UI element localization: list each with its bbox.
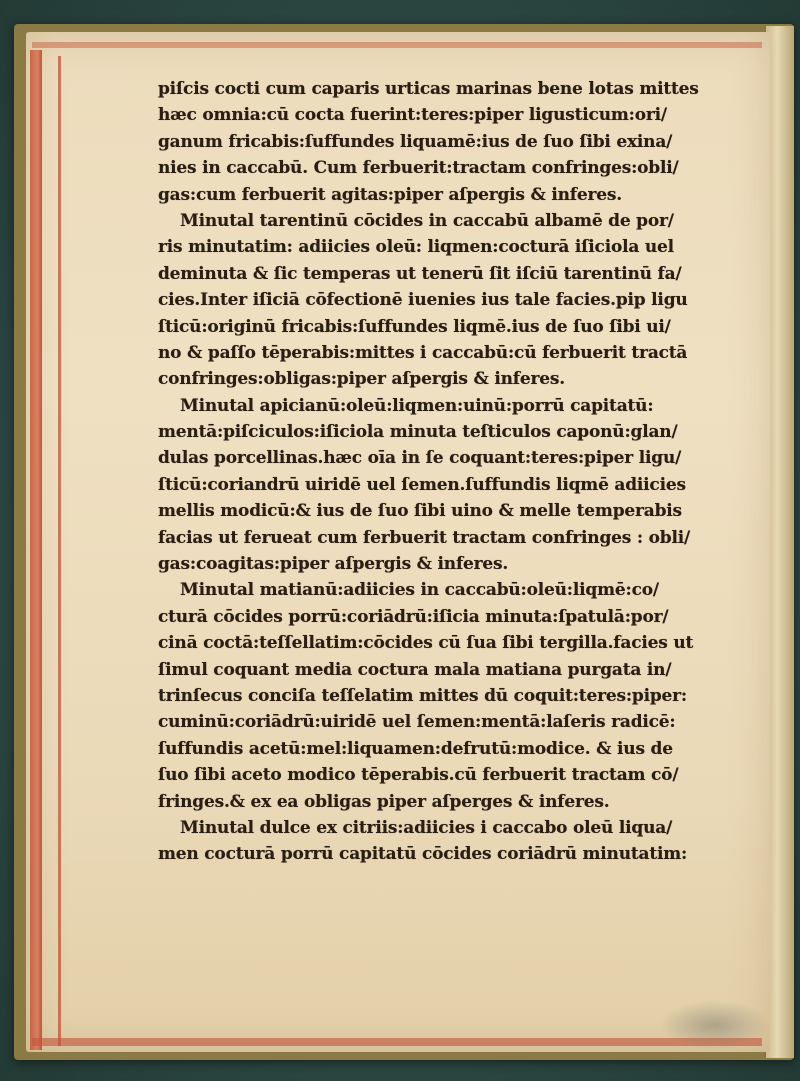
text-line: trinſecus conciſa teſſelatim mittes dū coquit:teres:piper: (158, 685, 687, 706)
text-line: ſuffundis acetū:mel:liquamen:defrutū:modice. & ius de (158, 738, 673, 759)
text-line: nies in caccabū. Cum ferbuerit:tractam confringes:obli/ (158, 158, 679, 179)
recipe-heading-line: Minutal matianū:adiicies in caccabū:oleū:liqmē:co/ (180, 580, 659, 601)
text-line: cinā coctā:teſſellatim:cōcides cū ſua ſibi tergilla.facies ut (158, 633, 694, 654)
text-line: gas:coagitas:piper aſpergis & inferes. (158, 554, 509, 575)
text-line: hæc omnia:cū cocta fuerint:teres:piper ligusticum:ori/ (158, 105, 667, 126)
text-line: mellis modicū:& ius de ſuo ſibi uino & melle temperabis (158, 501, 682, 522)
text-line: men cocturā porrū capitatū cōcides coriādrū minutatim: (158, 844, 688, 865)
page-text-block (158, 76, 718, 868)
text-line: fringes.& ex ea obligas piper aſperges & inferes. (158, 791, 610, 812)
red-ruling-line (58, 56, 61, 1046)
recipe-heading-line: Minutal apicianū:oleū:liqmen:uinū:porrū capitatū: (180, 395, 654, 416)
red-page-edge-left (30, 50, 42, 1050)
text-line: cuminū:coriādrū:uiridē uel ſemen:mentā:laſeris radicē: (158, 712, 676, 733)
text-line: ſuo ſibi aceto modico tēperabis.cū ferbuerit tractam cō/ (158, 765, 679, 786)
text-line: ganum fricabis:ſuffundes liquamē:ius de ſuo ſibi exina/ (158, 131, 673, 152)
red-page-edge-top (32, 42, 762, 48)
text-line: piſcis cocti cum caparis urticas marinas bene lotas mittes (158, 79, 699, 99)
text-line: ſticū:originū fricabis:ſuffundes liqmē.ius de ſuo ſibi ui/ (158, 316, 671, 337)
text-line: ſimul coquant media coctura mala matiana purgata in/ (158, 659, 672, 680)
text-line: no & paſſo tēperabis:mittes i caccabū:cū ferbuerit tractā (158, 342, 688, 363)
text-line: cies.Inter iſiciā cōfectionē iuenies ius tale facies.pip ligu (158, 290, 688, 311)
text-line: facias ut ferueat cum ferbuerit tractam confringes : obli/ (158, 527, 690, 548)
text-line: deminuta & ſic temperas ut tenerū ſit iſciū tarentinū fa/ (158, 263, 682, 284)
text-line: gas:cum ferbuerit agitas:piper aſpergis & inferes. (158, 184, 622, 205)
page-stain (660, 1000, 770, 1050)
text-line: ris minutatim: adiicies oleū: liqmen:cocturā iſiciola uel (158, 237, 674, 258)
text-line: confringes:obligas:piper aſpergis & inferes. (158, 369, 565, 390)
text-line: dulas porcellinas.hæc oīa in ſe coquant:teres:piper ligu/ (158, 448, 682, 469)
recipe-heading-line: Minutal dulce ex citriis:adiicies i caccabo oleū liqua/ (180, 817, 673, 838)
recipe-heading-line: Minutal tarentinū cōcides in caccabū albamē de por/ (180, 210, 674, 231)
text-line: cturā cōcides porrū:coriādrū:iſicia minuta:ſpatulā:por/ (158, 606, 669, 627)
red-page-edge-bottom (32, 1038, 762, 1046)
text-line: ſticū:coriandrū uiridē uel ſemen.ſuffundis liqmē adiicies (158, 474, 686, 495)
text-line: mentā:piſciculos:iſiciola minuta teſticulos caponū:glan/ (158, 422, 678, 443)
